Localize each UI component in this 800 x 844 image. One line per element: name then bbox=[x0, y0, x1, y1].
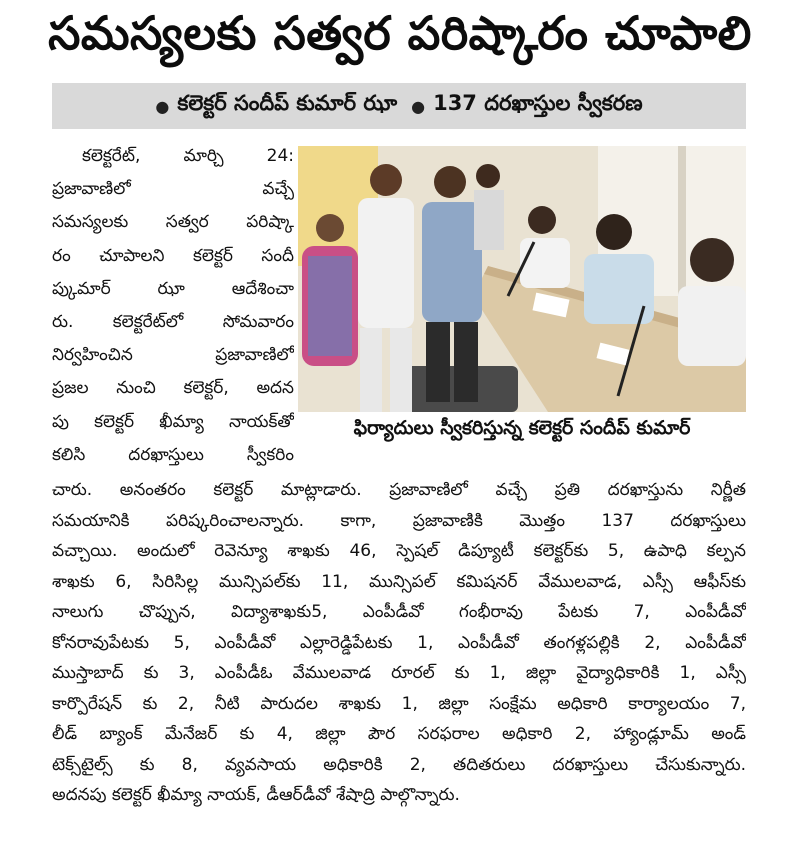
subheadline-bar bbox=[52, 83, 746, 129]
subhead-item-applications: 137 దరఖాస్తుల స్వీకరణ bbox=[433, 91, 643, 115]
text-line: ప్కుమార్ ఝా ఆదేశించా bbox=[52, 278, 294, 299]
photo-caption: ఫిర్యాదులు స్వీకరిస్తున్న కలెక్టర్ సందీప్ కుమార్ bbox=[298, 412, 746, 448]
text-line: సమస్యలకు సత్వర పరిష్కా bbox=[52, 212, 294, 233]
text-line: రు. కలెక్టరేట్‌లో సోమవారం bbox=[52, 311, 294, 332]
text-line: రం చూపాలని కలెక్టర్ సందీ bbox=[52, 245, 294, 266]
text-line: శాఖకు 6, సిరిసిల్ల మున్సిపల్‌కు 11, మున్సిపల్ కమిషనర్ వేములవాడ, ఎస్సీ ఆఫీస్‌కు bbox=[52, 571, 746, 592]
text-line: కార్పొరేషన్ కు 2, నీటి పారుదల శాఖకు 1, జిల్లా సంక్షేమ అధికారి కార్యాలయం 7, bbox=[52, 693, 746, 714]
text-line: ప్రజల నుంచి కలెక్టర్, అదన bbox=[52, 378, 294, 399]
photo-illustration bbox=[298, 146, 746, 412]
text-line: ప్రజావాణిలో వచ్చే bbox=[52, 179, 294, 200]
bullet-icon: ● bbox=[155, 96, 170, 116]
text-line: చారు. అనంతరం కలెక్టర్ మాట్లాడారు. ప్రజావాణిలో వచ్చే ప్రతి దరఖాస్తును నిర్ణీత bbox=[52, 480, 746, 500]
text-line: కలెక్టరేట్, మార్చి 24: bbox=[82, 146, 294, 166]
text-line: కోనరావుపేటకు 5, ఎంపీడీవో ఎల్లారెడ్డిపేటకు 1, ఎంపీడీవో తంగళ్లపల్లికి 2, ఎంపీడీవో bbox=[52, 632, 746, 653]
subhead-item-collector: కలెక్టర్ సందీప్ కుమార్ ఝా bbox=[177, 91, 398, 115]
text-line: ముస్తాబాద్ కు 3, ఎంపీడీఓ వేములవాడ రూరల్ కు 1, జిల్లా వైద్యాధికారికి 1, ఎస్సీ bbox=[52, 663, 746, 683]
text-line: టెక్స్‌టైల్స్ కు 8, వ్యవసాయ అధికారికి 2, తదితరులు దరఖాస్తులు చేసుకున్నారు. bbox=[52, 754, 746, 775]
text-line: నిర్వహించిన ప్రజావాణిలో bbox=[52, 345, 294, 366]
text-line: అదనపు కలెక్టర్ ఖీమ్యా నాయక్, డీఆర్‌డీవో శేషాద్రి పాల్గొన్నారు. bbox=[52, 785, 460, 805]
text-line: కలిసి దరఖాస్తులు స్వీకరిం bbox=[52, 444, 294, 465]
text-line: వచ్చాయి. అందులో రెవెన్యూ శాఖకు 46, స్పెషల్ డిప్యూటీ కలెక్టర్‌కు 5, ఉపాధి కల్పన bbox=[52, 541, 746, 561]
article-column-text bbox=[52, 140, 294, 472]
news-photo bbox=[298, 146, 746, 412]
text-line: పు కలెక్టర్ ఖీమ్యా నాయక్‌తో bbox=[52, 411, 294, 432]
text-line: లీడ్ బ్యాంక్ మేనేజర్ కు 4, జిల్లా పౌర సరఫరాల అధికారి 2, హ్యాండ్లూమ్ అండ్ bbox=[52, 724, 746, 744]
article-body-text bbox=[52, 475, 746, 811]
text-line: సమయానికి పరిష్కరించాలన్నారు. కాగా, ప్రజావాణికి మొత్తం 137 దరఖాస్తులు bbox=[52, 510, 746, 531]
headline: సమస్యలకు సత్వర పరిష్కారం చూపాలి bbox=[48, 6, 752, 60]
text-line: నాలుగు చొప్పున, విద్యాశాఖకు5, ఎంపీడీవో గంభీరావు పేటకు 7, ఎంపీడీవో bbox=[52, 602, 746, 622]
bullet-icon: ● bbox=[411, 96, 426, 116]
